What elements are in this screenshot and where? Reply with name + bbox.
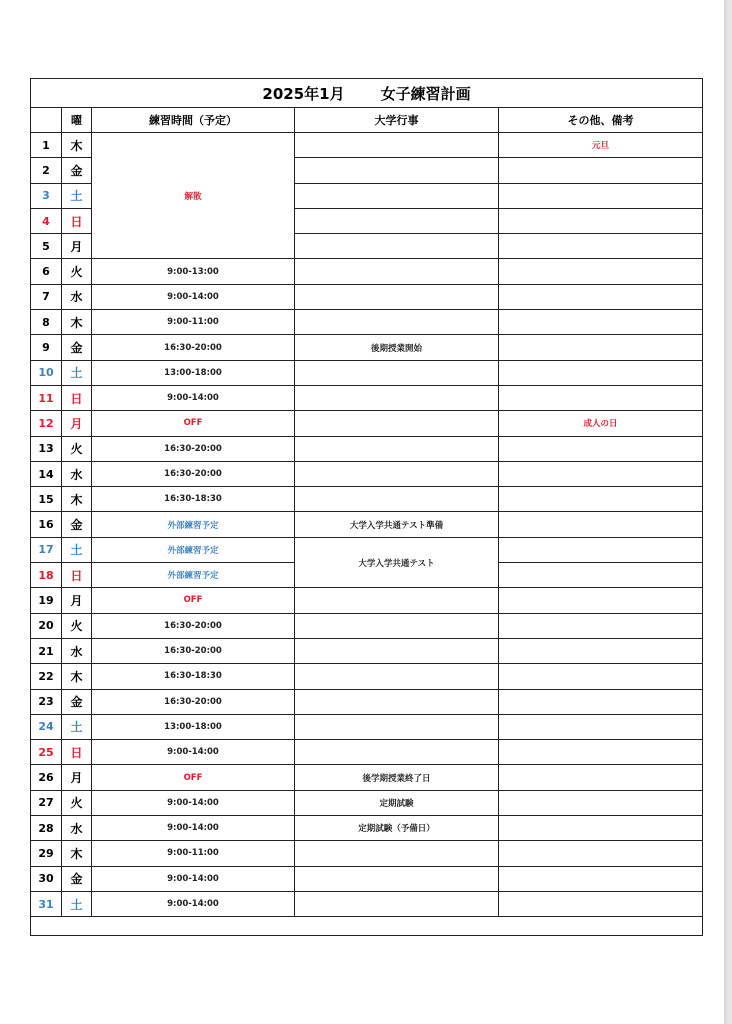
day-number: 14 — [31, 461, 62, 486]
practice-cell: 13:00-18:00 — [92, 714, 295, 739]
note-cell — [499, 714, 703, 739]
day-number: 13 — [31, 436, 62, 461]
note-cell — [499, 765, 703, 790]
univ-event-cell — [295, 638, 499, 663]
weekday-cell: 土 — [62, 714, 92, 739]
practice-cell: 16:30-20:00 — [92, 436, 295, 461]
univ-event-cell-common-test: 大学入学共通テスト — [295, 537, 499, 588]
univ-event-cell — [295, 234, 499, 259]
weekday-cell: 土 — [62, 891, 92, 916]
header-practice: 練習時間（予定） — [92, 108, 295, 133]
practice-cell: 13:00-18:00 — [92, 360, 295, 385]
day-number: 16 — [31, 512, 62, 537]
day-row — [31, 638, 703, 663]
practice-cell: OFF — [92, 588, 295, 613]
day-number: 15 — [31, 487, 62, 512]
weekday-cell: 土 — [62, 360, 92, 385]
practice-cell: 9:00-11:00 — [92, 310, 295, 335]
practice-cell: 外部練習予定 — [92, 563, 295, 588]
weekday-cell: 金 — [62, 335, 92, 360]
note-cell — [499, 208, 703, 233]
univ-event-cell — [295, 866, 499, 891]
day-row — [31, 841, 703, 866]
note-cell — [499, 563, 703, 588]
day-number: 26 — [31, 765, 62, 790]
univ-event-cell: 定期試験 — [295, 790, 499, 815]
univ-event-cell: 定期試験（予備日） — [295, 816, 499, 841]
note-cell — [499, 512, 703, 537]
weekday-cell: 木 — [62, 310, 92, 335]
practice-cell: 9:00-14:00 — [92, 740, 295, 765]
note-cell — [499, 689, 703, 714]
univ-event-cell — [295, 259, 499, 284]
day-number: 12 — [31, 411, 62, 436]
header-notes: その他、備考 — [499, 108, 703, 133]
practice-cell: 9:00-14:00 — [92, 385, 295, 410]
note-cell — [499, 816, 703, 841]
day-row — [31, 613, 703, 638]
day-row — [31, 891, 703, 916]
weekday-cell: 火 — [62, 613, 92, 638]
univ-event-cell — [295, 664, 499, 689]
univ-event-cell — [295, 689, 499, 714]
univ-event-cell — [295, 385, 499, 410]
day-row — [31, 588, 703, 613]
note-cell — [499, 335, 703, 360]
day-number: 23 — [31, 689, 62, 714]
day-number: 4 — [31, 208, 62, 233]
practice-cell: 9:00-13:00 — [92, 259, 295, 284]
weekday-cell: 水 — [62, 461, 92, 486]
practice-cell: 16:30-18:30 — [92, 487, 295, 512]
practice-cell: 外部練習予定 — [92, 512, 295, 537]
weekday-cell: 土 — [62, 183, 92, 208]
weekday-cell: 火 — [62, 436, 92, 461]
note-cell — [499, 664, 703, 689]
day-number: 20 — [31, 613, 62, 638]
weekday-cell: 木 — [62, 664, 92, 689]
weekday-cell: 日 — [62, 385, 92, 410]
univ-event-cell: 後学期授業終了日 — [295, 765, 499, 790]
day-row — [31, 740, 703, 765]
univ-event-cell — [295, 714, 499, 739]
day-number: 18 — [31, 563, 62, 588]
note-cell — [499, 234, 703, 259]
day-number: 1 — [31, 133, 62, 158]
note-cell — [499, 841, 703, 866]
day-number: 7 — [31, 284, 62, 309]
note-cell — [499, 183, 703, 208]
note-cell — [499, 487, 703, 512]
note-cell: 元旦 — [499, 133, 703, 158]
day-row — [31, 765, 703, 790]
note-cell — [499, 891, 703, 916]
weekday-cell: 月 — [62, 765, 92, 790]
weekday-cell: 金 — [62, 512, 92, 537]
day-number: 24 — [31, 714, 62, 739]
day-row — [31, 335, 703, 360]
day-row — [31, 866, 703, 891]
day-row — [31, 133, 703, 158]
weekday-cell: 日 — [62, 208, 92, 233]
practice-cell: 9:00-11:00 — [92, 841, 295, 866]
univ-event-cell — [295, 891, 499, 916]
weekday-cell: 火 — [62, 790, 92, 815]
weekday-cell: 金 — [62, 158, 92, 183]
note-cell — [499, 436, 703, 461]
title-row — [31, 79, 703, 108]
univ-event-cell — [295, 841, 499, 866]
univ-event-cell — [295, 613, 499, 638]
univ-event-cell: 大学入学共通テスト準備 — [295, 512, 499, 537]
day-row — [31, 461, 703, 486]
univ-event-cell — [295, 208, 499, 233]
univ-event-cell — [295, 461, 499, 486]
day-number: 10 — [31, 360, 62, 385]
day-number: 5 — [31, 234, 62, 259]
weekday-cell: 木 — [62, 841, 92, 866]
day-number: 31 — [31, 891, 62, 916]
practice-cell: 16:30-18:30 — [92, 664, 295, 689]
day-row — [31, 537, 703, 562]
day-row — [31, 310, 703, 335]
practice-cell: OFF — [92, 411, 295, 436]
day-row — [31, 436, 703, 461]
practice-cell: 9:00-14:00 — [92, 284, 295, 309]
day-number: 30 — [31, 866, 62, 891]
univ-event-cell — [295, 158, 499, 183]
day-number: 3 — [31, 183, 62, 208]
weekday-cell: 日 — [62, 563, 92, 588]
title-plan: 女子練習計画 — [380, 84, 471, 103]
day-row — [31, 816, 703, 841]
weekday-cell: 月 — [62, 411, 92, 436]
univ-event-cell — [295, 740, 499, 765]
day-number: 25 — [31, 740, 62, 765]
day-row — [31, 284, 703, 309]
weekday-cell: 金 — [62, 689, 92, 714]
univ-event-cell — [295, 487, 499, 512]
schedule-table — [30, 78, 703, 936]
day-row — [31, 790, 703, 815]
day-number: 28 — [31, 816, 62, 841]
day-number: 21 — [31, 638, 62, 663]
note-cell — [499, 613, 703, 638]
day-number: 2 — [31, 158, 62, 183]
day-number: 8 — [31, 310, 62, 335]
univ-event-cell — [295, 310, 499, 335]
practice-cell-disband: 解散 — [92, 133, 295, 259]
univ-event-cell — [295, 588, 499, 613]
weekday-cell: 火 — [62, 259, 92, 284]
weekday-cell: 土 — [62, 537, 92, 562]
day-row — [31, 411, 703, 436]
practice-cell: 外部練習予定 — [92, 537, 295, 562]
practice-cell: 9:00-14:00 — [92, 891, 295, 916]
day-row — [31, 259, 703, 284]
note-cell — [499, 866, 703, 891]
note-cell — [499, 385, 703, 410]
note-cell — [499, 588, 703, 613]
day-number: 22 — [31, 664, 62, 689]
note-cell — [499, 310, 703, 335]
univ-event-cell — [295, 436, 499, 461]
day-number: 17 — [31, 537, 62, 562]
practice-cell: 16:30-20:00 — [92, 461, 295, 486]
practice-cell: 9:00-14:00 — [92, 866, 295, 891]
weekday-cell: 水 — [62, 284, 92, 309]
weekday-cell: 水 — [62, 638, 92, 663]
day-row — [31, 360, 703, 385]
header-row — [31, 108, 703, 133]
day-number: 19 — [31, 588, 62, 613]
univ-event-cell — [295, 411, 499, 436]
weekday-cell: 水 — [62, 816, 92, 841]
footer-row — [31, 917, 703, 936]
univ-event-cell — [295, 284, 499, 309]
day-number: 27 — [31, 790, 62, 815]
day-row — [31, 385, 703, 410]
univ-event-cell — [295, 360, 499, 385]
day-number: 9 — [31, 335, 62, 360]
weekday-cell: 月 — [62, 234, 92, 259]
univ-event-cell — [295, 183, 499, 208]
weekday-cell: 月 — [62, 588, 92, 613]
weekday-cell: 木 — [62, 133, 92, 158]
footer-empty-cell — [31, 917, 703, 936]
weekday-cell: 木 — [62, 487, 92, 512]
header-univ-events: 大学行事 — [295, 108, 499, 133]
day-row — [31, 689, 703, 714]
weekday-cell: 金 — [62, 866, 92, 891]
weekday-cell: 日 — [62, 740, 92, 765]
header-day — [31, 108, 62, 133]
univ-event-cell: 後期授業開始 — [295, 335, 499, 360]
note-cell — [499, 259, 703, 284]
day-number: 11 — [31, 385, 62, 410]
day-row — [31, 664, 703, 689]
practice-cell: OFF — [92, 765, 295, 790]
univ-event-cell — [295, 133, 499, 158]
day-number: 29 — [31, 841, 62, 866]
day-row — [31, 512, 703, 537]
practice-cell: 16:30-20:00 — [92, 689, 295, 714]
note-cell: 成人の日 — [499, 411, 703, 436]
note-cell — [499, 638, 703, 663]
page-title — [31, 79, 703, 108]
practice-cell: 16:30-20:00 — [92, 335, 295, 360]
note-cell — [499, 284, 703, 309]
practice-cell: 9:00-14:00 — [92, 790, 295, 815]
practice-cell: 16:30-20:00 — [92, 638, 295, 663]
practice-cell: 9:00-14:00 — [92, 816, 295, 841]
note-cell — [499, 360, 703, 385]
day-row — [31, 714, 703, 739]
header-weekday: 曜 — [62, 108, 92, 133]
note-cell — [499, 461, 703, 486]
note-cell — [499, 790, 703, 815]
title-month: 2025年1月 — [262, 84, 345, 103]
note-cell — [499, 537, 703, 562]
note-cell — [499, 158, 703, 183]
practice-cell: 16:30-20:00 — [92, 613, 295, 638]
day-row — [31, 487, 703, 512]
day-number: 6 — [31, 259, 62, 284]
note-cell — [499, 740, 703, 765]
